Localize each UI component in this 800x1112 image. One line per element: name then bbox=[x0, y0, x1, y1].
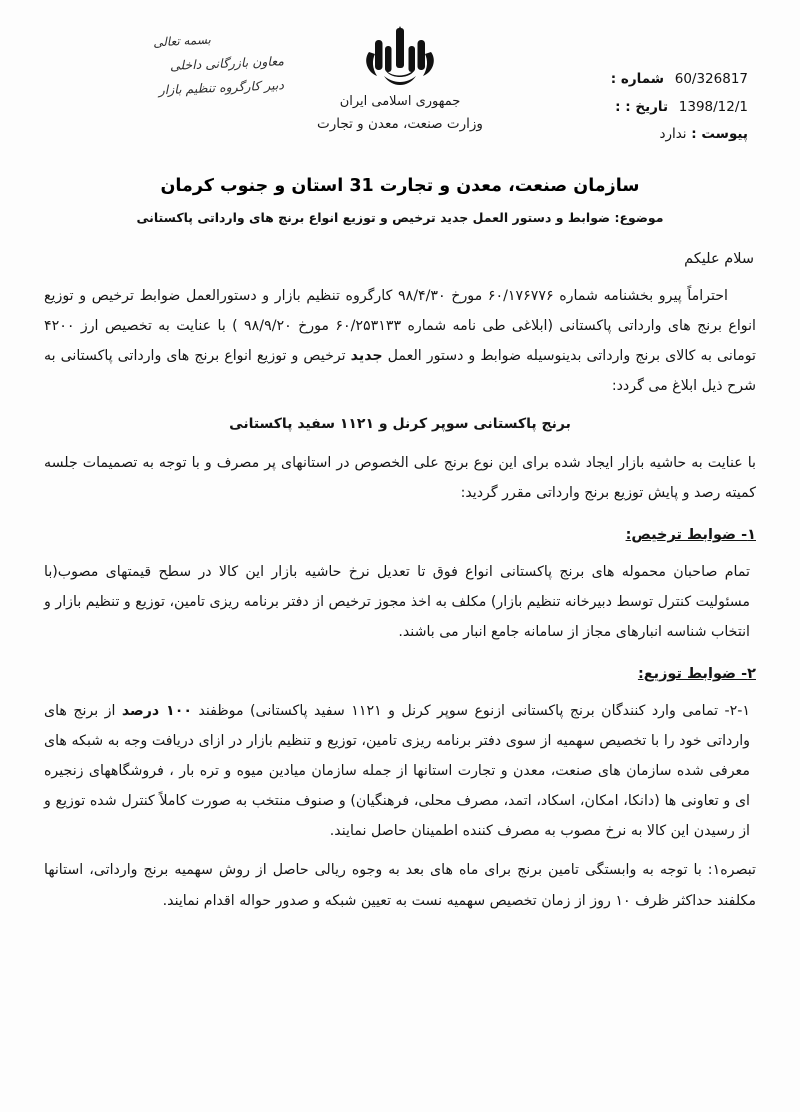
ministry-name: وزارت صنعت، معدن و تجارت bbox=[317, 115, 483, 132]
handwritten-note-2: دبیر کارگروه تنظیم بازار bbox=[158, 76, 285, 98]
meta-value-attachment: ندارد bbox=[659, 126, 687, 143]
meta-label-date: تاریخ : : bbox=[615, 98, 669, 115]
organization-block bbox=[44, 92, 756, 136]
section-heading-distribution: ۲- ضوابط توزیع: bbox=[637, 666, 756, 683]
bismillah-note: بسمه تعالی bbox=[152, 32, 212, 50]
document-subject: موضوع: ضوابط و دستور العمل جدید ترخیص و توزیع انواع برنج های وارداتی پاکستانی bbox=[136, 209, 664, 225]
meta-value-date: 1398/12/1 bbox=[678, 98, 748, 115]
section-heading-clearance: ۱- ضوابط ترخیص: bbox=[625, 527, 756, 544]
paragraph-context: با عنایت به حاشیه بازار ایجاد شده برای این نوع برنج علی الخصوص در استانهای پر مصرف و با توجه به تصمیمات جلسه کمیته رصد و پایش توزیع برنج وارداتی مقرر گردید: bbox=[44, 454, 756, 501]
note-one: تبصره۱: با توجه به وابستگی تامین برنج برای ماه های بعد به وجوه ریالی حاصل از روش سهمیه برنج وارداتی، استانها مکلفند حداکثر ظرف ۱۰ روز از زمان تخصیص سهمیه نست به تعیین شبکه و صدور حواله اقدام نمایند. bbox=[44, 862, 756, 909]
meta-row-number bbox=[538, 66, 748, 94]
section-distribution-text bbox=[44, 696, 756, 847]
salutation: سلام علیکم bbox=[684, 251, 754, 267]
meta-value-number: 60/326817 bbox=[674, 71, 748, 87]
paragraph-intro bbox=[44, 281, 756, 401]
document-header bbox=[44, 18, 756, 168]
meta-label-attachment: پیوست : bbox=[691, 126, 748, 143]
page-title: سازمان صنعت، معدن و تجارت 31 استان و جنوب کرمان bbox=[160, 176, 640, 196]
distribution-percentage: ۱۰۰ درصد bbox=[121, 702, 193, 719]
country-name: جمهوری اسلامی ایران bbox=[339, 94, 461, 109]
title-block bbox=[44, 172, 756, 228]
meta-label-number: شماره : bbox=[610, 71, 665, 87]
paragraph-intro-part2: ترخیص و توزیع انواع برنج های وارداتی پاکستانی به شرح ذیل ابلاغ می گردد: bbox=[44, 347, 756, 395]
handwritten-note-1: معاون بازرگانی داخلی bbox=[169, 53, 285, 73]
paragraph-intro-part1: احتراماً پیرو بخشنامه شماره ۶۰/۱۷۶۷۷۶ مورخ ۹۸/۴/۳۰ کارگروه تنظیم بازار و دستورالعمل ضوابط ترخیص و توزیع انواع برنج های وارداتی پاکستانی (ابلاغی طی نامه شماره ۶۰/۲۵۳۱۳۳ مورخ ۹۸/۹/۲۰ ) با عنایت به تخصیص ارز ۴۲۰۰ تومانی به کالای برنج وارداتی بدینوسیله ضوابط و دستور العمل bbox=[44, 287, 757, 364]
document-body bbox=[44, 244, 756, 916]
section-clearance-text: تمام صاحبان محموله های برنج پاکستانی انواع فوق تا تعدیل نرخ حاشیه بازار این کالا در سطح قیمتهای مصوب(با مسئولیت کنترل توسط دبیرخانه تنظیم بازار) مکلف به اخذ مجوز ترخیص از دفتر برنامه ریزی تامین، توزیع و تنظیم بازار و انتخاب شناسه انبارهای مجاز از سامانه جامع انبار می باشند. bbox=[44, 563, 750, 641]
distribution-part2: از برنج های وارداتی خود را با تخصیص سهمیه از سوی دفتر برنامه ریزی تامین، توزیع و تنظیم بازار در ازای دریافت وجه به شبکه های معرفی شده سازمان های صنعت، معدن و تجارت استانها از جمله سازمان میادین میوه و تره بار ، فروشگاههای زنجیره ای و تعاونی ها (دانکا، امکان، اسکاد، اتمد، مصرف محلی، فرهنگیان) و صنوف منتخب به صورت کاملاً کنترل شده توزیع و از رسیدن این کالا به نرخ مصوب به مصرف کننده اطمینان حاصل نمایند. bbox=[44, 702, 750, 840]
product-highlight: برنج پاکستانی سوپر کرنل و ۱۱۲۱ سفید پاکستانی bbox=[229, 416, 571, 433]
distribution-part1: ۲-۱- تمامی وارد کنندگان برنج پاکستانی ازنوع سوپر کرنل و ۱۱۲۱ سفید پاکستانی) موظفند bbox=[198, 702, 751, 719]
paragraph-intro-emphasis: جدید bbox=[350, 347, 383, 364]
